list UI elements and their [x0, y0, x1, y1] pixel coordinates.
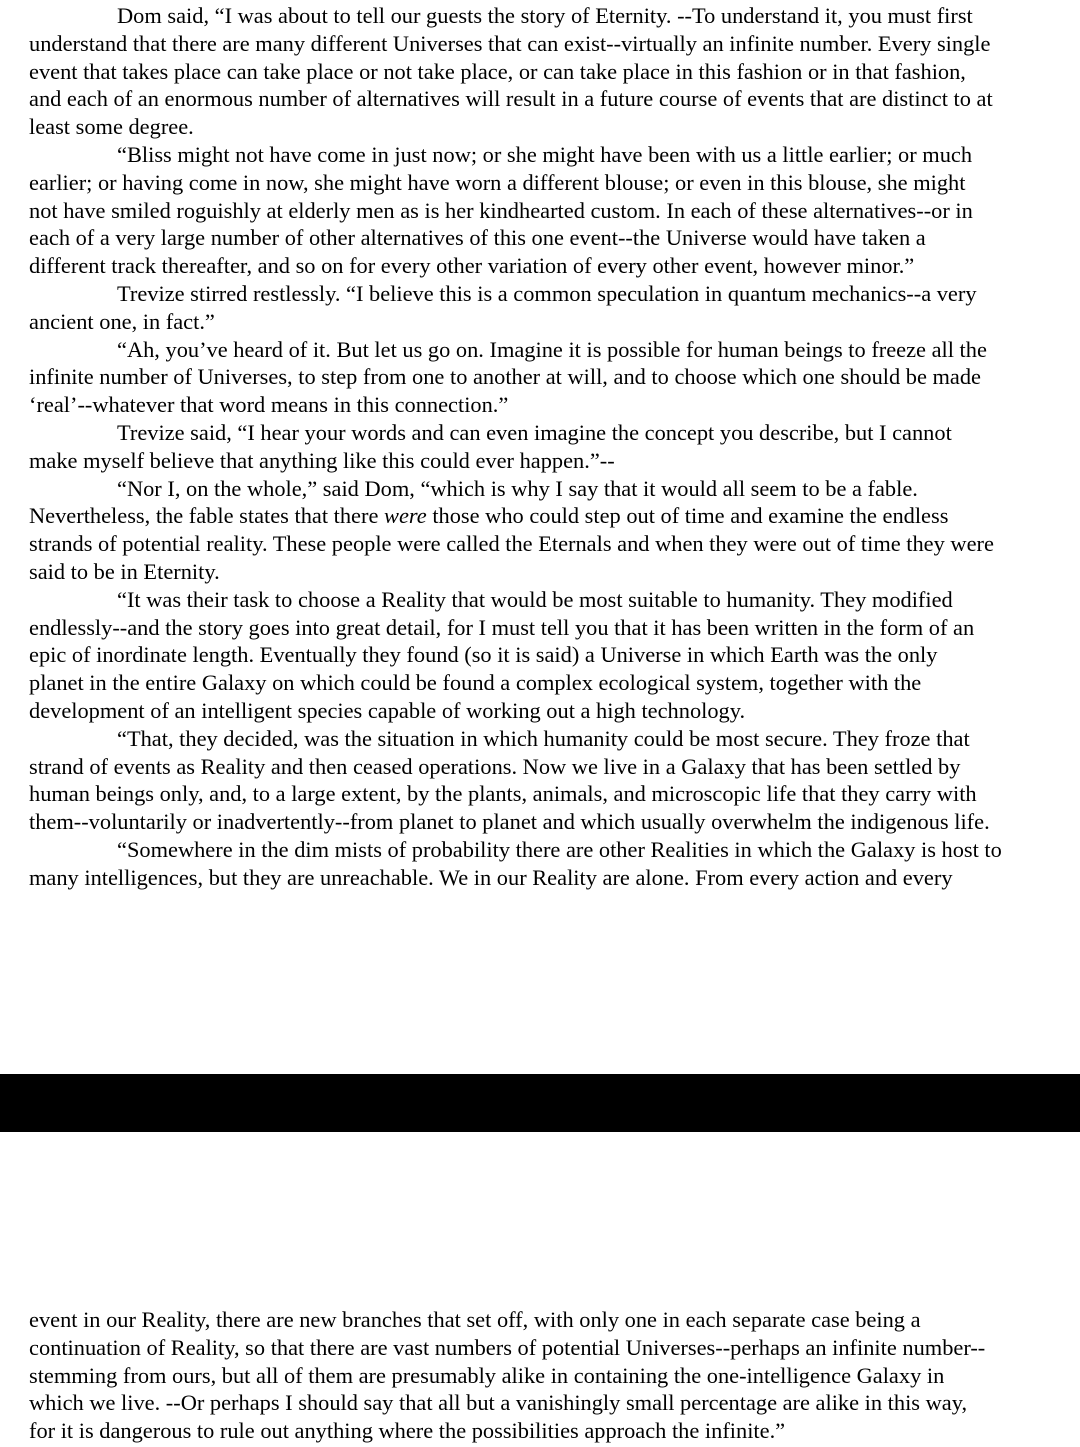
text-line — [29, 252, 1080, 280]
text-line — [29, 447, 1080, 475]
text-line — [29, 1334, 1080, 1362]
text-line — [29, 669, 1080, 697]
line-text: many intelligences, but they are unreachable. We in our Reality are alone. From every action and every — [29, 864, 953, 890]
text-line — [29, 502, 1080, 530]
text-line — [29, 753, 1080, 781]
line-text: planet in the entire Galaxy on which could be found a complex ecological system, together with the — [29, 670, 922, 696]
page-text-top — [29, 2, 1080, 892]
line-text: “That, they decided, was the situation in which humanity could be most secure. They froze that — [117, 725, 970, 751]
emphasized-word: were — [384, 503, 427, 529]
text-line — [29, 725, 1080, 753]
text-line — [29, 169, 1080, 197]
line-text: infinite number of Universes, to step from one to another at will, and to choose which one should be made — [29, 364, 981, 390]
text-line — [29, 363, 1080, 391]
line-text-continued: those who could step out of time and examine the endless — [426, 503, 949, 529]
text-line — [29, 780, 1080, 808]
line-text: human beings only, and, to a large extent, by the plants, animals, and microscopic life that they carry with — [29, 781, 977, 807]
text-line — [29, 530, 1080, 558]
text-line — [29, 224, 1080, 252]
text-line — [29, 1306, 1080, 1334]
text-line — [29, 586, 1080, 614]
line-text: Trevize stirred restlessly. “I believe this is a common speculation in quantum mechanics--a very — [117, 280, 977, 306]
text-line — [29, 336, 1080, 364]
page-break-band — [0, 1074, 1080, 1132]
text-line — [29, 308, 1080, 336]
page-text-bottom — [29, 1306, 1080, 1445]
line-text: strand of events as Reality and then ceased operations. Now we live in a Galaxy that has been settled by — [29, 753, 961, 779]
line-text: ancient one, in fact.” — [29, 308, 215, 334]
line-text: strands of potential reality. These people were called the Eternals and when they were out of time they were — [29, 531, 994, 557]
line-text: different track thereafter, and so on for every other variation of every other event, however minor.” — [29, 253, 915, 279]
text-line — [29, 1389, 1080, 1417]
line-text: said to be in Eternity. — [29, 558, 220, 584]
line-text: least some degree. — [29, 114, 194, 140]
line-text: Trevize said, “I hear your words and can even imagine the concept you describe, but I cannot — [117, 419, 952, 445]
text-line — [29, 614, 1080, 642]
text-line — [29, 85, 1080, 113]
line-text: ‘real’--whatever that word means in this connection.” — [29, 392, 509, 418]
line-text: understand that there are many different Universes that can exist--virtually an infinite number. Every single — [29, 30, 991, 56]
text-line — [29, 113, 1080, 141]
line-text: for it is dangerous to rule out anything where the possibilities approach the infinite.” — [29, 1418, 786, 1444]
line-text: Dom said, “I was about to tell our guests the story of Eternity. --To understand it, you must first — [117, 3, 973, 28]
line-text: Nevertheless, the fable states that there — [29, 503, 379, 529]
line-text: “Nor I, on the whole,” said Dom, “which is why I say that it would all seem to be a fable. — [117, 475, 918, 501]
line-text: make myself believe that anything like this could ever happen.”-- — [29, 447, 615, 473]
line-text: event in our Reality, there are new branches that set off, with only one in each separate case being a — [29, 1307, 921, 1332]
text-line — [29, 2, 1080, 30]
line-text: continuation of Reality, so that there are vast numbers of potential Universes--perhaps an infinite number-- — [29, 1334, 986, 1360]
line-text: development of an intelligent species capable of working out a high technology. — [29, 697, 746, 723]
text-line — [29, 1417, 1080, 1445]
line-text: “Bliss might not have come in just now; or she might have been with us a little earlier; or much — [117, 141, 973, 167]
text-line — [29, 1362, 1080, 1390]
text-line — [29, 141, 1080, 169]
line-text: not have smiled roguishly at elderly men as is her kindhearted custom. In each of these alternatives--or in — [29, 197, 973, 223]
text-line — [29, 475, 1080, 503]
line-text: them--voluntarily or inadvertently--from planet to planet and which usually overwhelm the indigenous life. — [29, 809, 990, 835]
line-text: event that takes place can take place or not take place, or can take place in this fashion or in that fashion, — [29, 58, 966, 84]
text-line — [29, 391, 1080, 419]
text-line — [29, 30, 1080, 58]
line-text: “Ah, you’ve heard of it. But let us go on. Imagine it is possible for human beings to freeze all the — [117, 336, 987, 362]
line-text: each of a very large number of other alternatives of this one event--the Universe would have taken a — [29, 225, 926, 251]
line-text: and each of an enormous number of alternatives will result in a future course of events that are distinct to at — [29, 86, 993, 112]
line-text: earlier; or having come in now, she might have worn a different blouse; or even in this blouse, she might — [29, 169, 966, 195]
line-text: stemming from ours, but all of them are presumably alike in containing the one-intelligence Galaxy in — [29, 1362, 945, 1388]
text-line — [29, 836, 1080, 864]
text-line — [29, 697, 1080, 725]
text-line — [29, 864, 1080, 892]
text-line — [29, 558, 1080, 586]
text-line — [29, 808, 1080, 836]
line-text: “Somewhere in the dim mists of probability there are other Realities in which the Galaxy is host to — [117, 836, 1002, 862]
line-text: endlessly--and the story goes into great detail, for I must tell you that it has been written in the form of an — [29, 614, 975, 640]
text-line — [29, 280, 1080, 308]
line-text: “It was their task to choose a Reality that would be most suitable to humanity. They modified — [117, 586, 953, 612]
text-line — [29, 197, 1080, 225]
text-line — [29, 641, 1080, 669]
line-text: epic of inordinate length. Eventually they found (so it is said) a Universe in which Earth was the only — [29, 642, 938, 668]
text-line — [29, 58, 1080, 86]
line-text: which we live. --Or perhaps I should say that all but a vanishingly small percentage are alike in this way, — [29, 1390, 968, 1416]
text-line — [29, 419, 1080, 447]
